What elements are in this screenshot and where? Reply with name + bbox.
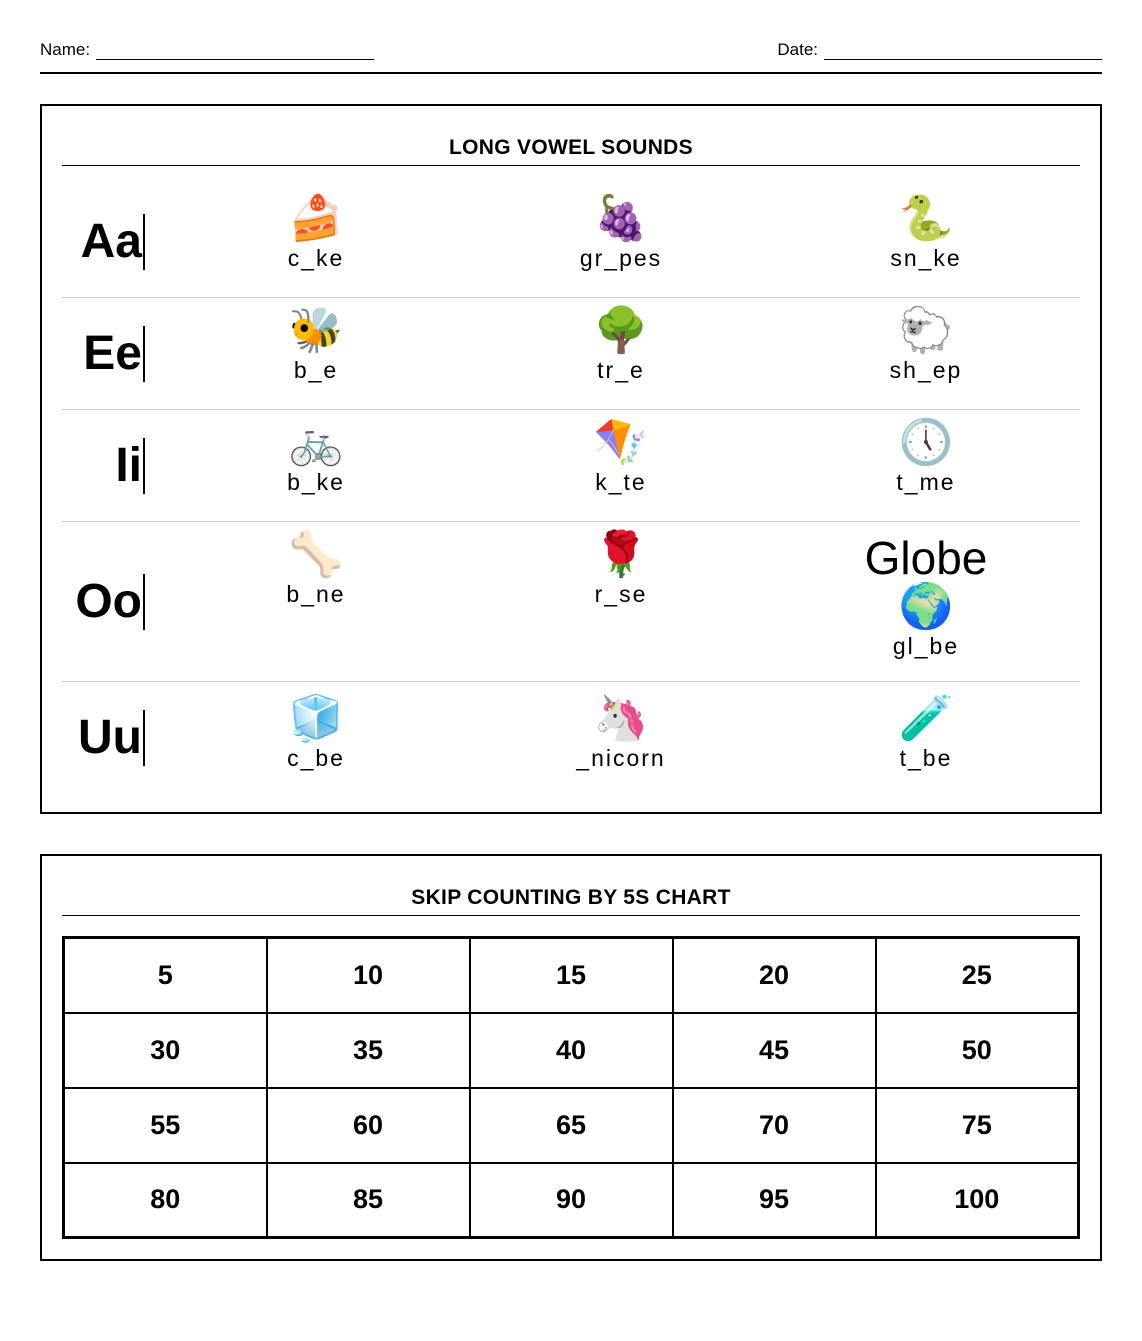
word-card bbox=[521, 306, 721, 384]
vowel-row-u bbox=[62, 682, 1080, 810]
tube-icon: 🧪 bbox=[898, 694, 954, 743]
bike-icon: 🚲 bbox=[288, 418, 344, 467]
word-blank: t_me bbox=[896, 469, 956, 495]
vowel-letter: Uu bbox=[78, 711, 142, 764]
globe-icon: 🌍 bbox=[898, 582, 954, 631]
table-cell: 100 bbox=[876, 1163, 1079, 1238]
table-cell: 95 bbox=[673, 1163, 876, 1238]
vowel-letter: Oo bbox=[75, 575, 142, 628]
date-label: Date: bbox=[777, 40, 818, 59]
word-blank: sn_ke bbox=[890, 245, 962, 271]
vowel-letter: Aa bbox=[80, 215, 142, 268]
kite-icon: 🪁 bbox=[593, 418, 649, 467]
letter-divider bbox=[143, 574, 145, 630]
rose-icon: 🌹 bbox=[593, 530, 649, 579]
word-blank: sh_ep bbox=[889, 357, 963, 383]
word-card bbox=[216, 530, 416, 608]
word-card bbox=[216, 694, 416, 772]
table-row bbox=[64, 1088, 1079, 1163]
table-cell: 30 bbox=[64, 1013, 267, 1088]
word-blank: t_be bbox=[899, 745, 953, 771]
table-row bbox=[64, 938, 1079, 1013]
table-cell: 5 bbox=[64, 938, 267, 1013]
sheep-icon: 🐑 bbox=[898, 306, 954, 355]
section-title bbox=[62, 876, 1080, 916]
table-row bbox=[64, 1163, 1079, 1238]
vowel-letter: Ii bbox=[115, 439, 142, 492]
name-line[interactable] bbox=[96, 40, 374, 60]
word-card bbox=[521, 694, 721, 772]
word-card bbox=[216, 306, 416, 384]
table-cell: 80 bbox=[64, 1163, 267, 1238]
name-label: Name: bbox=[40, 40, 91, 59]
table-row bbox=[64, 1013, 1079, 1088]
tree-icon: 🌳 bbox=[593, 306, 649, 355]
cake-icon: 🍰 bbox=[288, 194, 344, 243]
table-cell: 20 bbox=[673, 938, 876, 1013]
snake-icon: 🐍 bbox=[898, 194, 954, 243]
word-blank: c_be bbox=[287, 745, 345, 771]
word-card bbox=[216, 418, 416, 496]
letter-divider bbox=[143, 438, 145, 494]
bone-icon: 🦴 bbox=[288, 530, 344, 579]
skip-counting-section bbox=[40, 854, 1102, 1261]
table-cell: 55 bbox=[64, 1088, 267, 1163]
title-text: LONG VOWEL SOUNDS bbox=[449, 136, 693, 159]
title-text: SKIP COUNTING BY 5S CHART bbox=[411, 886, 731, 909]
word-card bbox=[521, 194, 721, 272]
table-cell: 60 bbox=[267, 1088, 470, 1163]
word-blank: c_ke bbox=[287, 245, 345, 271]
vowel-row-i bbox=[62, 410, 1080, 522]
date-line[interactable] bbox=[824, 40, 1102, 60]
cube-icon: 🧊 bbox=[288, 694, 344, 743]
vowel-row-o bbox=[62, 522, 1080, 682]
letter-divider bbox=[143, 326, 145, 382]
word-blank: _nicorn bbox=[576, 745, 666, 771]
word-card bbox=[521, 418, 721, 496]
table-cell: 40 bbox=[470, 1013, 673, 1088]
word-card bbox=[826, 194, 1026, 272]
word-blank: b_ke bbox=[287, 469, 345, 495]
unicorn-icon: 🦄 bbox=[593, 694, 649, 743]
letter-divider bbox=[143, 214, 145, 270]
word-blank: gl_be bbox=[892, 633, 960, 659]
name-field[interactable] bbox=[40, 40, 374, 60]
word-card bbox=[826, 306, 1026, 384]
letter-divider bbox=[143, 710, 145, 766]
vowel-row-a bbox=[62, 166, 1080, 298]
section-title bbox=[62, 126, 1080, 166]
word-blank: gr_pes bbox=[579, 245, 663, 271]
word-blank: b_ne bbox=[286, 581, 346, 607]
worksheet-header bbox=[40, 38, 1102, 74]
word-blank: b_e bbox=[293, 357, 339, 383]
table-cell: 90 bbox=[470, 1163, 673, 1238]
word-blank: tr_e bbox=[597, 357, 645, 383]
word-blank: r_se bbox=[594, 581, 648, 607]
vowel-letter: Ee bbox=[83, 327, 142, 380]
long-vowel-section bbox=[40, 104, 1102, 814]
table-cell: 35 bbox=[267, 1013, 470, 1088]
date-field[interactable] bbox=[777, 40, 1102, 60]
word-card bbox=[826, 534, 1026, 660]
table-cell: 70 bbox=[673, 1088, 876, 1163]
table-cell: 10 bbox=[267, 938, 470, 1013]
vowel-row-e bbox=[62, 298, 1080, 410]
clock-icon: 🕔 bbox=[898, 418, 954, 467]
table-cell: 65 bbox=[470, 1088, 673, 1163]
word-card bbox=[826, 694, 1026, 772]
word-card bbox=[826, 418, 1026, 496]
skip-counting-table bbox=[62, 936, 1080, 1239]
table-cell: 75 bbox=[876, 1088, 1079, 1163]
globe-caption: Globe bbox=[864, 532, 988, 584]
word-card bbox=[216, 194, 416, 272]
grapes-icon: 🍇 bbox=[593, 194, 649, 243]
table-cell: 85 bbox=[267, 1163, 470, 1238]
table-cell: 50 bbox=[876, 1013, 1079, 1088]
bee-icon: 🐝 bbox=[288, 306, 344, 355]
table-cell: 45 bbox=[673, 1013, 876, 1088]
table-cell: 15 bbox=[470, 938, 673, 1013]
table-cell: 25 bbox=[876, 938, 1079, 1013]
word-blank: k_te bbox=[595, 469, 647, 495]
word-card bbox=[521, 530, 721, 608]
